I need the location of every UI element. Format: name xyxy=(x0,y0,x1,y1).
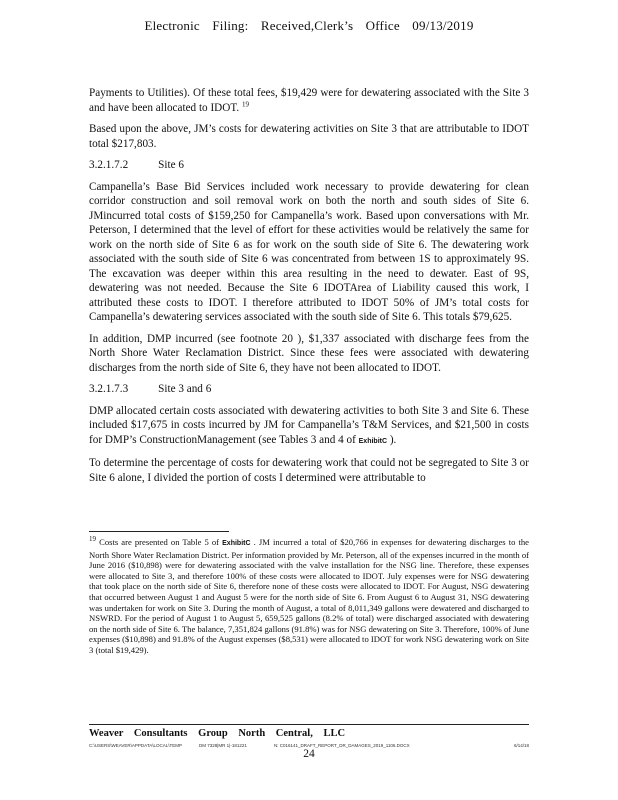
paragraph-end: ). xyxy=(389,433,397,446)
document-body xyxy=(89,86,529,492)
section-heading-site3-6 xyxy=(89,382,529,397)
paragraph-percentage: To determine the percentage of costs for dewatering work that could not be segregated to Site 3 or Site 6 alone, I divided the portion of costs I determined were attributable to xyxy=(89,457,529,484)
footer-meta-path: C:\USERS\WEAVER\APPDATA\LOCAL\TEMP xyxy=(89,743,183,748)
section-title: Site 3 and 6 xyxy=(158,383,212,395)
footer-divider xyxy=(89,724,529,725)
footnote-19 xyxy=(89,537,529,656)
paragraph-dmp-fees: In addition, DMP incurred (see footnote 20 ), $1,337 associated with discharge fees from the North Shore Water Reclamation District. Since these fees were associated with dewatering discharges from the north side of Site 6, they have not been allocated to IDOT. xyxy=(89,332,529,374)
paragraph-dmp-allocated-text: DMP allocated certain costs associated with dewatering activities to both Site 3 and Site 6. These included $17,675 in costs incurred by JM for Campanella’s T&M Services, and $21,500 in costs for DMP’s ConstructionManagement (see Tables 3 and 4 of xyxy=(89,404,529,446)
footnote-pre: Costs are presented on Table 5 of xyxy=(96,537,220,547)
exhibit-c-label: ExhibitC xyxy=(358,437,388,445)
exhibit-c-label: ExhibitC xyxy=(222,540,251,547)
section-title: Site 6 xyxy=(158,159,184,171)
firm-name: Weaver Consultants Group North Central, LLC xyxy=(89,728,346,739)
section-number: 3.2.1.7.3 xyxy=(89,383,129,395)
paragraph-campanella: Campanella’s Base Bid Services included work necessary to provide dewatering for clean corridor construction and soil removal work on both the north and south sides of Site 6. JMincurred total costs of $159,250 for Campanella’s work. Based upon conversations with Mr. Peterson, I determined that the level of effort for these activities would be relatively the same for work on the north side of Site 6 as for work on the south side of Site 6. The dewatering work associated with the south side of Site 6 was concentrated from between 1S to approximately 9S. The excavation was deeper within this area resulting in the need to dewater. East of 9S, dewatering was not needed. Because the Site 6 IDOTArea of Liability caused this work, I attributed these costs to IDOT. I therefore attributed to IDOT 50% of JM’s total costs for Campanella’s dewatering services associated with the south side of Site 6. This totals $79,625. xyxy=(89,180,529,323)
page-number: 24 xyxy=(303,748,315,760)
footnote-number: 19 xyxy=(89,535,96,544)
footnote-ref-19: 19 xyxy=(241,99,249,108)
footer-meta-code: DM 7328|MR 1|-181221 xyxy=(199,743,247,748)
paragraph-payments-text: Payments to Utilities). Of these total fees, $19,429 were for dewatering associated with the Site 3 and have been allocated to IDOT. xyxy=(89,87,529,114)
electronic-filing-header: Electronic Filing: Received,Clerk’s Office 09/13/2019 xyxy=(144,18,474,33)
paragraph-payments xyxy=(89,86,529,115)
footer-meta-file: N: C016141_DRAFT_REPORT_DR_DAMAGES_2019_1106.DOCX xyxy=(274,743,410,748)
section-number: 3.2.1.7.2 xyxy=(89,159,129,171)
section-heading-site6 xyxy=(89,158,529,173)
paragraph-dmp-allocated xyxy=(89,404,529,450)
footnote-text: . JM incurred a total of $20,766 in expenses for dewatering discharges to the North Shore Water Reclamation District. Per information provided by Mr. Peterson, all of the expenses incurred in the month of June 2016 ($10,898) were for dewatering associated with the valve installation for the NSG line. Therefore, these expenses were allocated to Site 3, and therefore 100% of these costs were allocated to IDOT. July expenses were for NSG dewatering that took place on the north side of Site 6, therefore none of these costs were allocated to IDOT. For August, NSG dewatering that occurred between August 1 and August 5 were for the north side of Site 6. From August 6 to August 31, NSG dewatering was undertaken for work on Site 3. During the month of August, a total of 8,011,349 gallons were dewatered and discharged to NSWRD. For the period of August 1 to August 5, 659,525 gallons (8.2% of total) were discharged associated with dewatering on the north side of Site 6. The balance, 7,351,824 gallons (91.8%) was for NSG dewatering on Site 3. Therefore, 100% of June expenses ($10,898) and 91.8% of the August expenses ($8,531) were allocated to IDOT for work NSG dewatering work on Site 3 (total $19,429). xyxy=(89,537,530,655)
footer-meta-date: 6/14/18 xyxy=(513,743,529,748)
footnote-divider xyxy=(89,531,229,532)
paragraph-site3-total: Based upon the above, JM’s costs for dewatering activities on Site 3 that are attributable to IDOT total $217,803. xyxy=(89,123,529,150)
